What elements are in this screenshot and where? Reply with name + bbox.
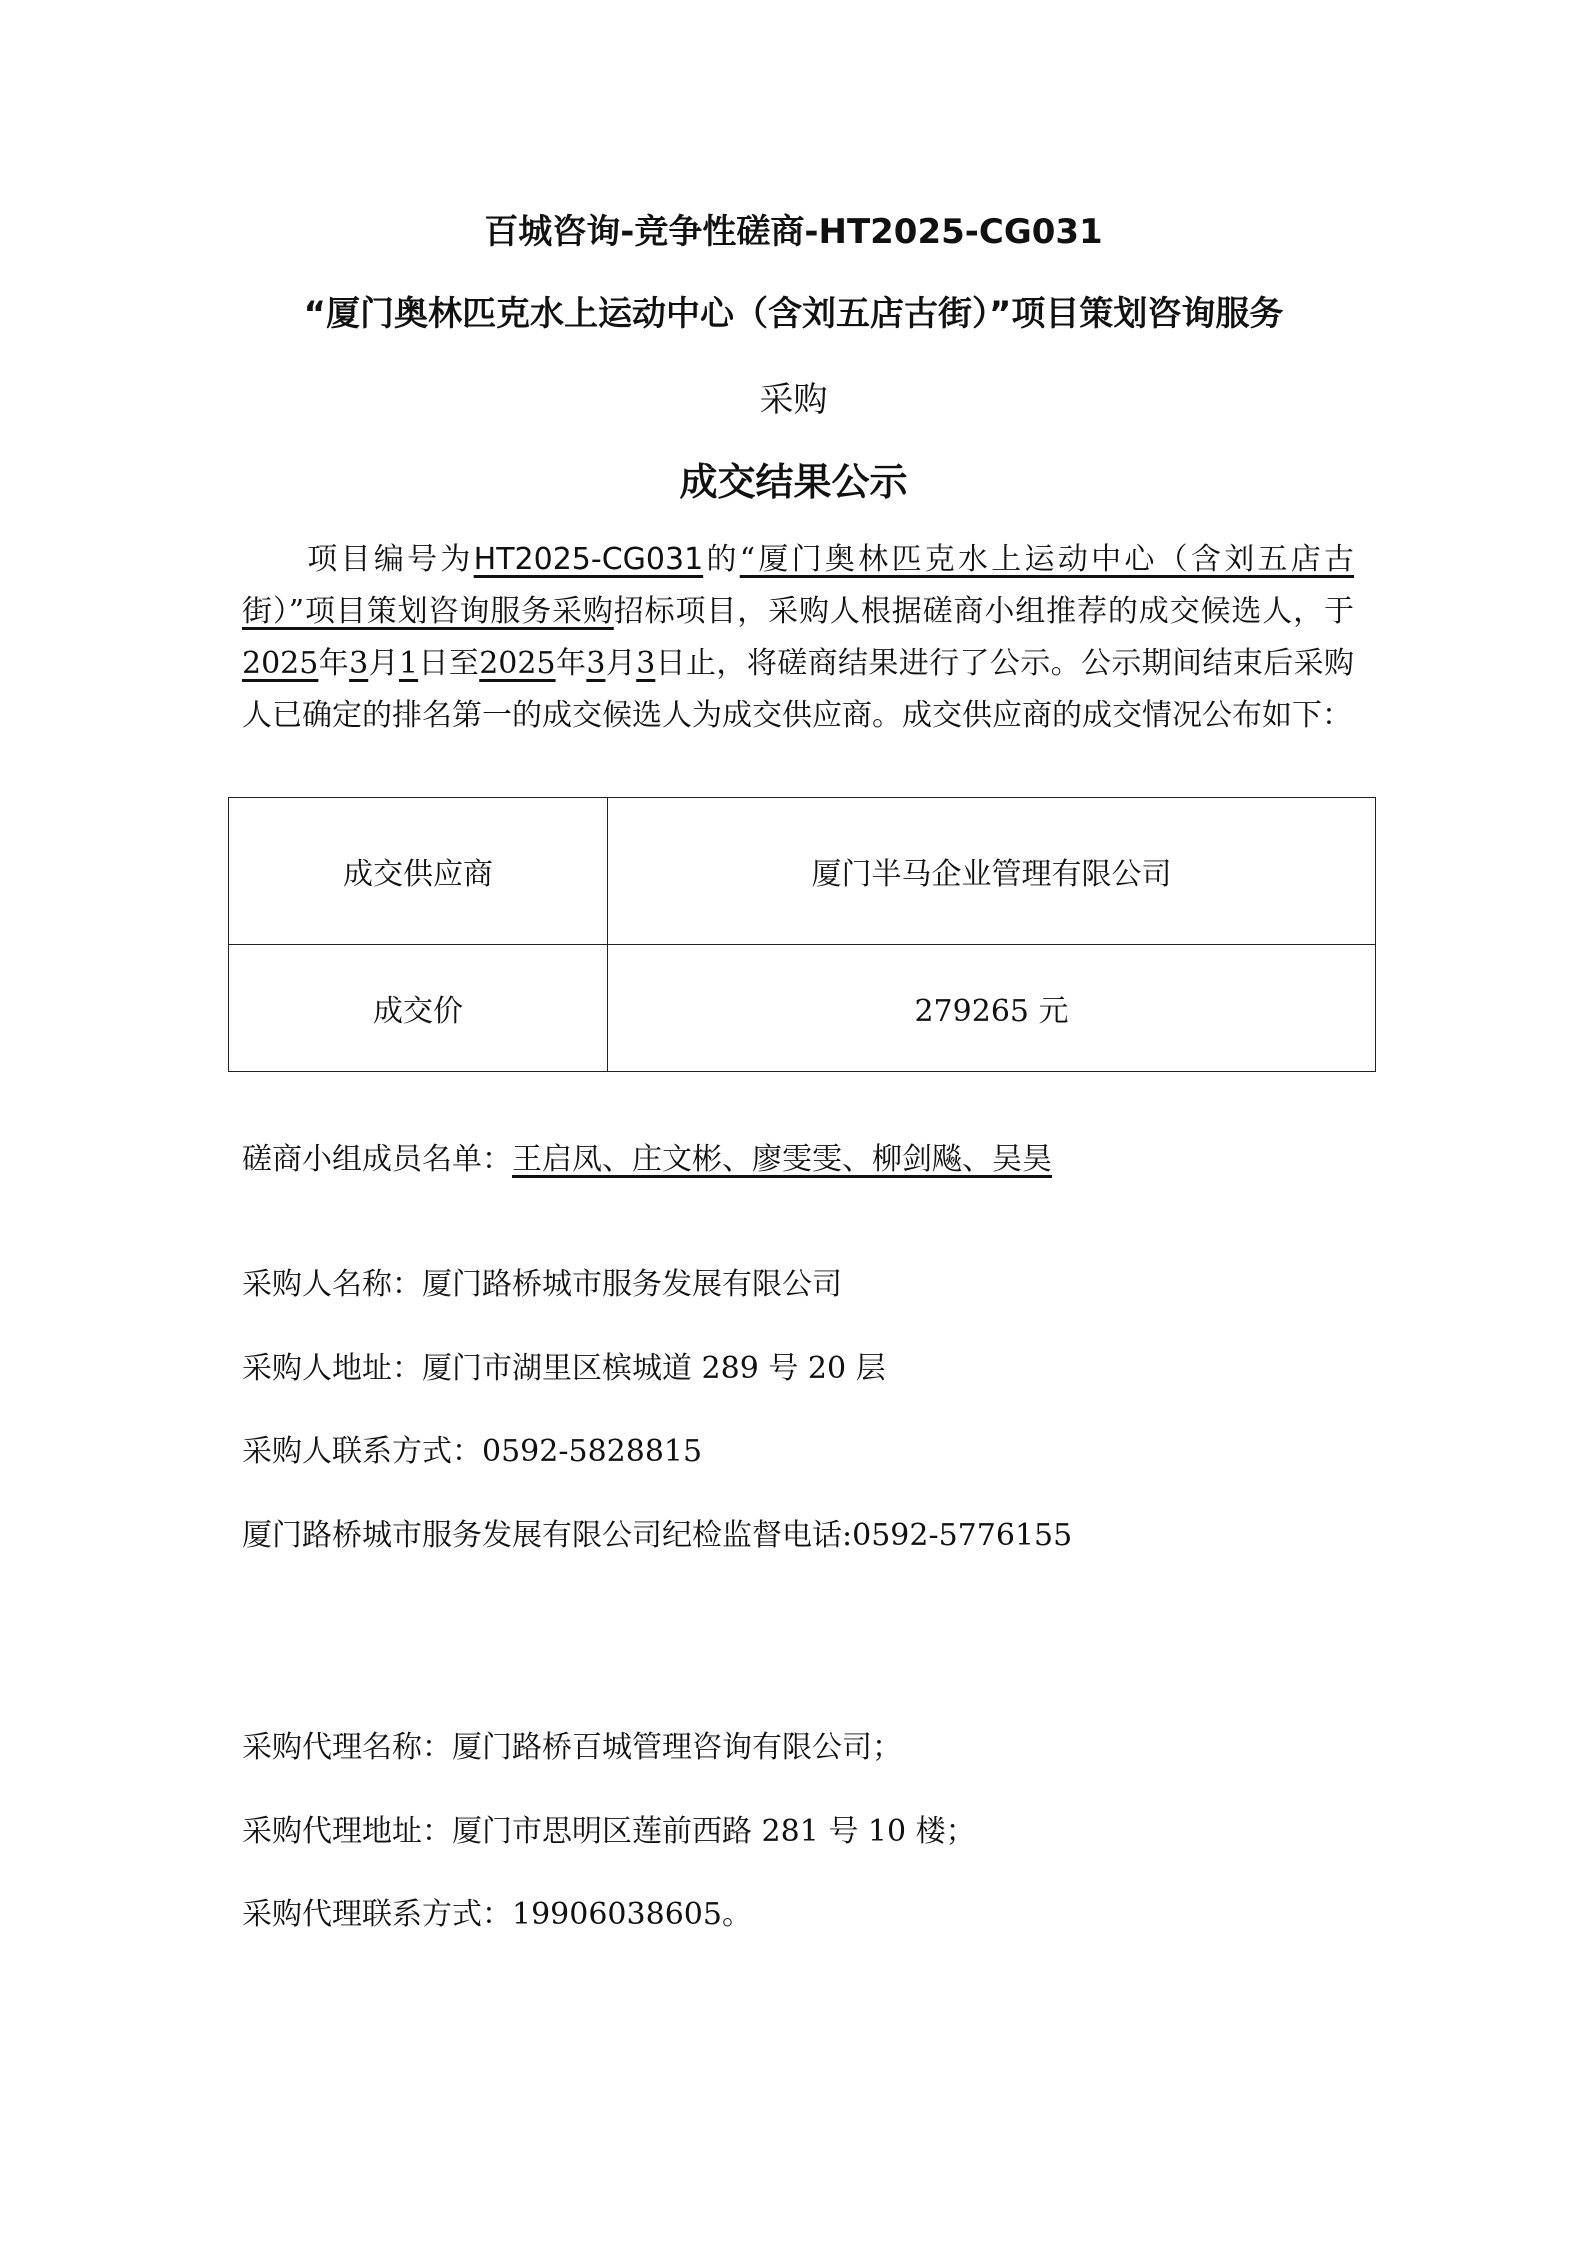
year-label: 年: [318, 646, 350, 681]
doc-title-line-1: 百城咨询-竞争性磋商-HT2025-CG031: [484, 212, 1103, 252]
intro-text-1: 项目编号为: [304, 542, 474, 577]
intro-text-4: 日止，将磋商结果进行了公示。公示期间结束后采购人已确定的排名第一的成交候选人为成交供应商。成交供应商的成交情况公布如下：: [242, 646, 1355, 733]
project-number: HT2025-CG031: [473, 542, 704, 577]
start-year: 2025: [242, 646, 319, 681]
agent-contact: 采购代理联系方式：19906038605。: [242, 1897, 752, 1932]
end-month: 3: [586, 646, 606, 681]
end-year: 2025: [479, 646, 556, 681]
end-day: 3: [636, 646, 656, 681]
start-month: 3: [349, 646, 369, 681]
panel-members-label: 磋商小组成员名单：: [242, 1142, 512, 1177]
supervision-phone: 厦门路桥城市服务发展有限公司纪检监督电话:0592-5776155: [242, 1518, 1073, 1553]
table-row: [229, 945, 1376, 1072]
month-label: 月: [605, 646, 637, 681]
intro-text-2: 的: [703, 542, 740, 577]
panel-members-line: [242, 1140, 1052, 1180]
project-name: “厦门奥林匹克水上运动中心（含刘五店古街）”项目策划咨询服务采购: [242, 542, 1355, 629]
purchaser-name: 采购人名称：厦门路桥城市服务发展有限公司: [242, 1267, 842, 1302]
purchaser-address: 采购人地址：厦门市湖里区槟城道 289 号 20 层: [242, 1351, 886, 1386]
agent-address: 采购代理地址：厦门市思明区莲前西路 281 号 10 楼；: [242, 1814, 976, 1849]
doc-title-line-2: “厦门奥林匹克水上运动中心（含刘五店古街）”项目策划咨询服务: [303, 294, 1284, 334]
day-to-label: 日至: [418, 646, 480, 681]
doc-title-line-3: 采购: [759, 380, 828, 420]
intro-paragraph: [242, 534, 1354, 742]
doc-heading: 成交结果公示: [679, 460, 908, 504]
start-day: 1: [398, 646, 419, 681]
year-label: 年: [555, 646, 587, 681]
table-row: [229, 798, 1376, 945]
purchaser-contact: 采购人联系方式：0592-5828815: [242, 1434, 703, 1469]
supplier-label: 成交供应商: [229, 798, 608, 945]
price-label: 成交价: [229, 945, 608, 1072]
price-value: 279265 元: [608, 945, 1376, 1072]
agent-name: 采购代理名称：厦门路桥百城管理咨询有限公司；: [242, 1730, 902, 1765]
month-label: 月: [368, 646, 399, 681]
deal-result-table: [228, 797, 1376, 1072]
panel-members-names: 王启凤、庄文彬、廖雯雯、柳剑飚、吴昊: [512, 1142, 1052, 1177]
intro-text-3: 招标项目，采购人根据磋商小组推荐的成交候选人，于: [613, 594, 1355, 629]
supplier-value: 厦门半马企业管理有限公司: [608, 798, 1376, 945]
